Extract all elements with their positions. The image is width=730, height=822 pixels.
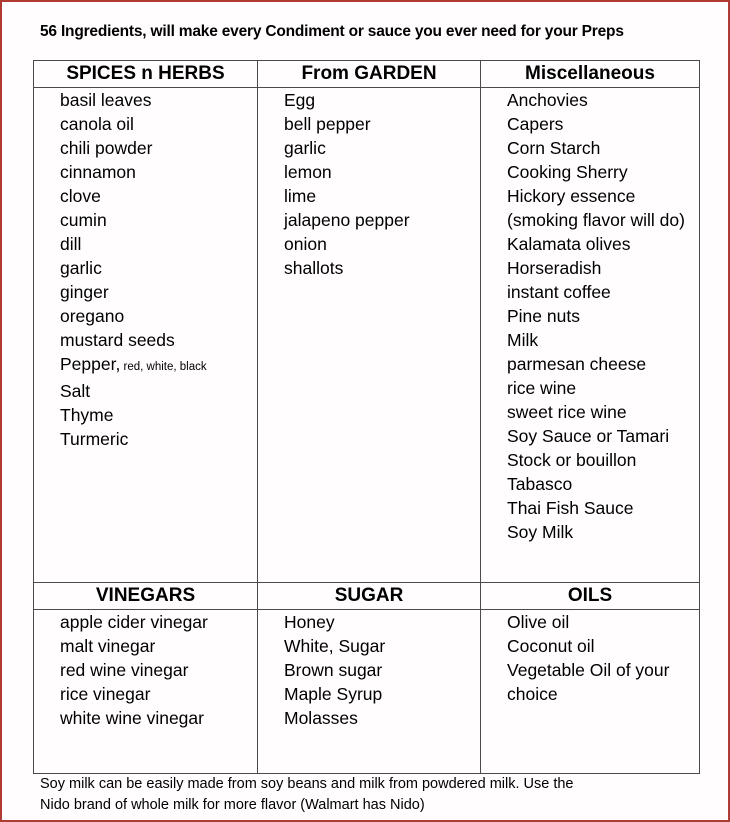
list-sugar xyxy=(258,610,480,730)
column-body-vinegars xyxy=(34,610,258,774)
list-item-label: cumin xyxy=(60,210,107,230)
list-item xyxy=(34,352,257,379)
column-body-garden xyxy=(258,88,481,583)
list-item-label: garlic xyxy=(284,138,326,158)
list-item xyxy=(34,634,257,658)
list-item-label: cinnamon xyxy=(60,162,136,182)
list-item-label: Soy Milk xyxy=(507,522,574,542)
list-item xyxy=(34,160,257,184)
list-item xyxy=(481,112,699,136)
list-item xyxy=(481,448,699,472)
list-item xyxy=(34,136,257,160)
list-item-label: basil leaves xyxy=(60,90,152,110)
list-item-label: Vegetable Oil of your choice xyxy=(507,660,670,704)
list-item-label: Corn Starch xyxy=(507,138,601,158)
list-item xyxy=(481,424,699,448)
list-item-label: bell pepper xyxy=(284,114,371,134)
list-item xyxy=(34,658,257,682)
list-item xyxy=(258,610,480,634)
column-header-spices: SPICES n HERBS xyxy=(34,61,258,88)
list-item xyxy=(258,112,480,136)
section-one-body-row xyxy=(34,88,700,583)
ingredients-table xyxy=(33,60,700,774)
list-item-label: Pepper, xyxy=(60,354,121,374)
list-item xyxy=(34,706,257,730)
page-title: 56 Ingredients, will make every Condiment or sauce you ever need for your Preps xyxy=(40,23,624,40)
column-body-sugar xyxy=(258,610,481,774)
list-item-label: Olive oil xyxy=(507,612,570,632)
list-item-label: Milk xyxy=(507,330,539,350)
list-item-label: instant coffee xyxy=(507,282,611,302)
list-item-label: parmesan cheese xyxy=(507,354,647,374)
list-item xyxy=(258,88,480,112)
list-item-label: lemon xyxy=(284,162,332,182)
list-item-label: Coconut oil xyxy=(507,636,595,656)
list-item-label: Brown sugar xyxy=(284,660,383,680)
list-item xyxy=(258,208,480,232)
list-item xyxy=(34,256,257,280)
column-header-vinegars: VINEGARS xyxy=(34,583,258,610)
list-item-label: red wine vinegar xyxy=(60,660,189,680)
list-item xyxy=(34,232,257,256)
list-item-label: jalapeno pepper xyxy=(284,210,410,230)
list-item xyxy=(481,376,699,400)
list-item-label: Soy Sauce or Tamari xyxy=(507,426,670,446)
list-item xyxy=(258,160,480,184)
list-item-label: ginger xyxy=(60,282,109,302)
list-item-label: malt vinegar xyxy=(60,636,156,656)
list-item-label: Thyme xyxy=(60,405,114,425)
list-item xyxy=(481,352,699,376)
column-header-miscellaneous: Miscellaneous xyxy=(481,61,700,88)
list-item-label: White, Sugar xyxy=(284,636,386,656)
list-vinegars xyxy=(34,610,257,730)
list-item xyxy=(481,232,699,256)
list-item-label: rice wine xyxy=(507,378,577,398)
list-item xyxy=(481,634,699,658)
list-item-note: (smoking flavor will do) xyxy=(507,210,685,230)
list-garden xyxy=(258,88,480,280)
list-item-label: Kalamata olives xyxy=(507,234,631,254)
column-header-oils: OILS xyxy=(481,583,700,610)
list-item xyxy=(34,88,257,112)
list-item-label: clove xyxy=(60,186,101,206)
list-item-label: Salt xyxy=(60,381,91,401)
list-item-label: Maple Syrup xyxy=(284,684,383,704)
section-two-body-row xyxy=(34,610,700,774)
column-body-oils xyxy=(481,610,700,774)
list-item xyxy=(258,136,480,160)
list-item xyxy=(481,610,699,634)
column-header-sugar: SUGAR xyxy=(258,583,481,610)
list-item xyxy=(34,184,257,208)
list-item-suffix: red, white, black xyxy=(120,361,207,373)
list-item xyxy=(34,112,257,136)
column-body-miscellaneous xyxy=(481,88,700,583)
section-two-header-row xyxy=(34,583,700,610)
list-item xyxy=(481,256,699,280)
list-item-label: Turmeric xyxy=(60,429,129,449)
list-item xyxy=(34,280,257,304)
section-one-header-row xyxy=(34,61,700,88)
list-item xyxy=(34,682,257,706)
list-item-label: garlic xyxy=(60,258,102,278)
list-item-label: lime xyxy=(284,186,317,206)
list-item-label: onion xyxy=(284,234,327,254)
list-item xyxy=(34,403,257,427)
list-item-label: canola oil xyxy=(60,114,134,134)
footer-note-line-1: Soy milk can be easily made from soy beans and milk from powdered milk. Use the xyxy=(40,776,574,792)
list-item xyxy=(481,400,699,424)
list-item-label: Tabasco xyxy=(507,474,573,494)
list-item xyxy=(481,328,699,352)
list-item-label: rice vinegar xyxy=(60,684,151,704)
list-item xyxy=(258,682,480,706)
list-item xyxy=(258,256,480,280)
list-item xyxy=(258,634,480,658)
list-item-label: Stock or bouillon xyxy=(507,450,637,470)
list-item xyxy=(258,184,480,208)
list-item-label: sweet rice wine xyxy=(507,402,627,422)
list-item xyxy=(481,496,699,520)
list-item xyxy=(34,379,257,403)
footer-note-line-2: Nido brand of whole milk for more flavor (Walmart has Nido) xyxy=(40,797,425,813)
list-item-label: Honey xyxy=(284,612,335,632)
list-item xyxy=(481,304,699,328)
list-item-label: chili powder xyxy=(60,138,153,158)
list-item xyxy=(481,160,699,184)
list-item-label: shallots xyxy=(284,258,344,278)
footer-note xyxy=(40,774,708,816)
list-item-label: white wine vinegar xyxy=(60,708,204,728)
list-item xyxy=(34,208,257,232)
list-spices xyxy=(34,88,257,451)
page-content xyxy=(2,2,728,820)
list-item xyxy=(481,136,699,160)
list-item-label: Hickory essence xyxy=(507,186,636,206)
list-item-label: Anchovies xyxy=(507,90,588,110)
list-item xyxy=(258,658,480,682)
list-item xyxy=(481,658,699,706)
column-header-garden: From GARDEN xyxy=(258,61,481,88)
list-item xyxy=(34,328,257,352)
list-item xyxy=(34,427,257,451)
list-item-label: Thai Fish Sauce xyxy=(507,498,634,518)
list-item-label: Molasses xyxy=(284,708,358,728)
list-item-label: mustard seeds xyxy=(60,330,175,350)
list-item xyxy=(258,706,480,730)
list-oils xyxy=(481,610,699,706)
list-miscellaneous xyxy=(481,88,699,544)
list-item-label: Egg xyxy=(284,90,316,110)
list-item-label: Capers xyxy=(507,114,564,134)
list-item-label: oregano xyxy=(60,306,125,326)
list-item xyxy=(34,610,257,634)
list-item-label: Cooking Sherry xyxy=(507,162,628,182)
list-item-label: Horseradish xyxy=(507,258,602,278)
list-item xyxy=(481,472,699,496)
list-item xyxy=(258,232,480,256)
list-item xyxy=(481,88,699,112)
list-item-label: apple cider vinegar xyxy=(60,612,208,632)
list-item-label: dill xyxy=(60,234,82,254)
list-item xyxy=(481,280,699,304)
list-item-label: Pine nuts xyxy=(507,306,580,326)
list-item xyxy=(481,184,699,208)
list-item xyxy=(481,520,699,544)
list-item xyxy=(34,304,257,328)
column-body-spices xyxy=(34,88,258,583)
